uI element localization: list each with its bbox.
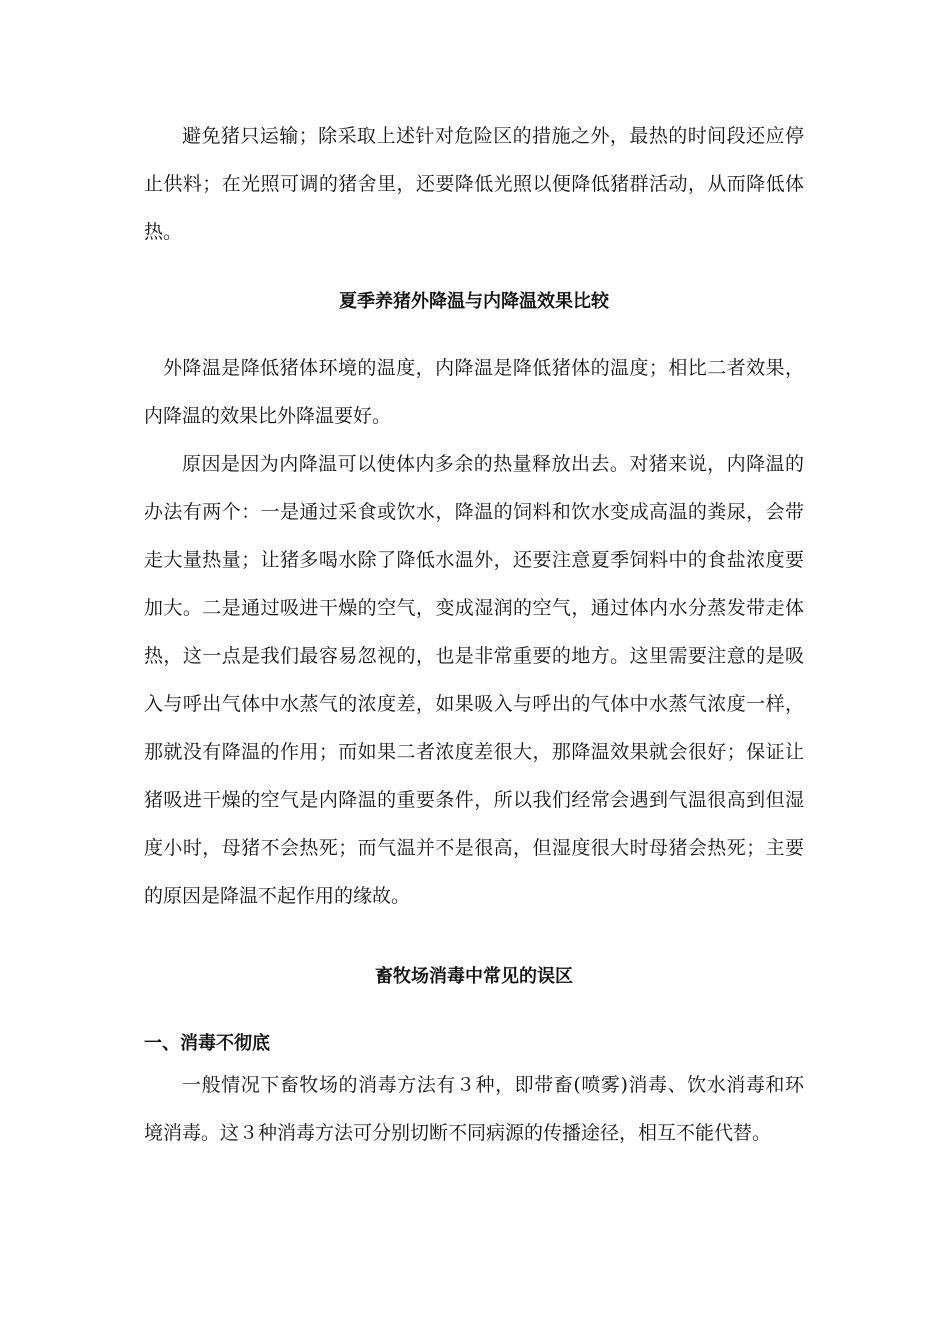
continuation-paragraph: 避免猪只运输；除采取上述针对危险区的措施之外，最热的时间段还应停止供料；在光照可调的猪舍里，还要降低光照以便降低猪群活动，从而降低体热。 <box>144 125 804 243</box>
cooling-paragraph-2: 原因是因为内降温可以使体内多余的热量释放出去。对猪来说，内降温的办法有两个：一是通过采食或饮水，降温的饲料和饮水变成高温的粪尿，会带走大量热量；让猪多喝水除了降低水温外，还要注意夏季饲料中的食盐浓度要加大。二是通过吸进干燥的空气，变成湿润的空气，通过体内水分蒸发带走体热，这一点是我们最容易忽视的，也是非常重要的地方。这里需要注意的是吸入与呼出气体中水蒸气的浓度差，如果吸入与呼出的气体中水蒸气浓度一样，那就没有降温的作用；而如果二者浓度差很大，那降温效果就会很好；保证让猪吸进干燥的空气是内降温的重要条件，所以我们经常会遇到气温很高到但湿度小时，母猪不会热死；而气温并不是很高，但湿度很大时母猪会热死；主要的原因是降温不起作用的缘故。 <box>144 453 804 907</box>
disinfection-paragraph-1: 一般情况下畜牧场的消毒方法有３种，即带畜(喷雾)消毒、饮水消毒和环境消毒。这３种消毒方法可分别切断不同病源的传播途径，相互不能代替。 <box>144 1074 804 1144</box>
cooling-paragraph-1: 外降温是降低猪体环境的温度，内降温是降低猪体的温度；相比二者效果，内降温的效果比外降温要好。 <box>144 357 804 427</box>
section-title-cooling: 夏季养猪外降温与内降温效果比较 <box>339 291 609 312</box>
section-title-disinfection: 畜牧场消毒中常见的误区 <box>375 966 573 987</box>
subsection-title-incomplete-disinfection: 一、消毒不彻底 <box>144 1033 270 1054</box>
